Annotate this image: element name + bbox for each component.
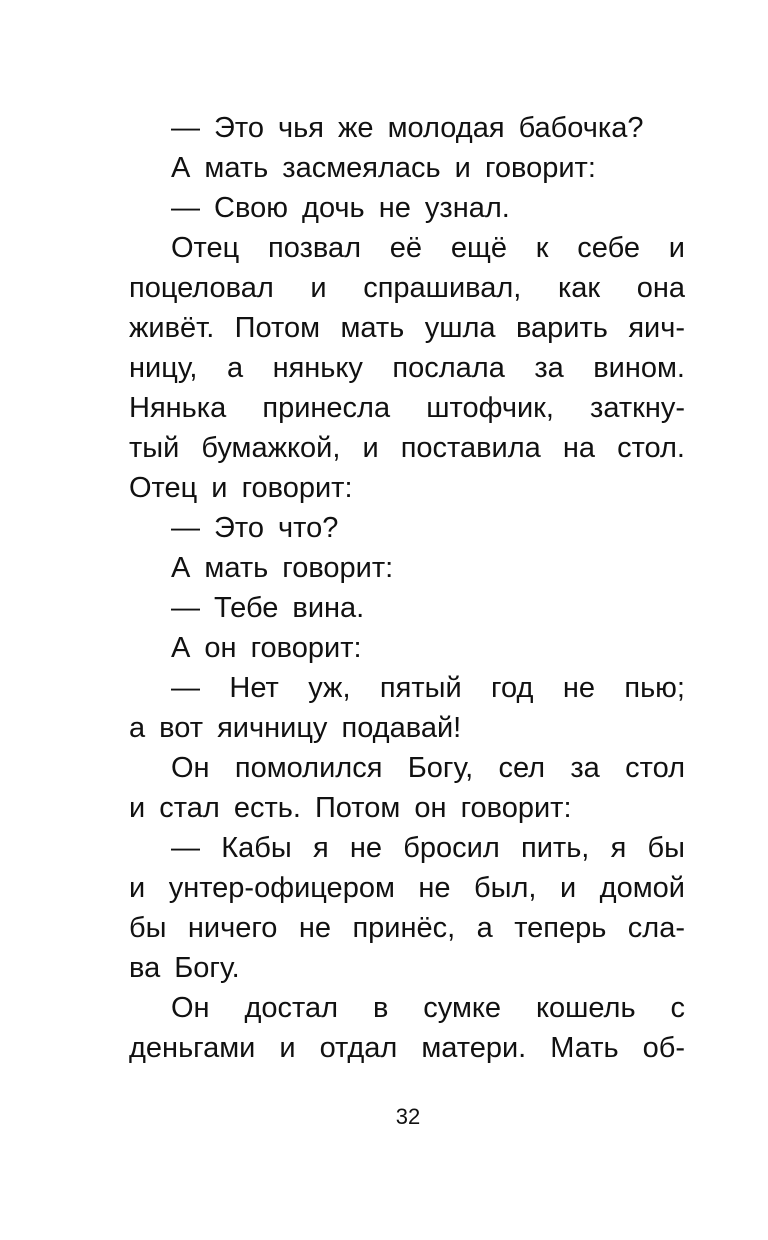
text-line: А он говорит: <box>171 632 362 664</box>
text-line: тый бумажкой, и поставила на стол. <box>129 432 685 464</box>
text-line: ва Богу. <box>129 952 240 984</box>
page-number: 32 <box>395 1104 421 1129</box>
text-line: а вот яичницу подавай! <box>129 712 462 744</box>
text-line: и унтер-офицером не был, и домой <box>129 872 685 904</box>
text-line: Отец и говорит: <box>129 472 353 504</box>
text-line: — Тебе вина. <box>171 592 365 624</box>
text-line: А мать говорит: <box>171 552 394 584</box>
text-line: — Это что? <box>171 512 339 544</box>
text-line: Он помолился Богу, сел за стол <box>171 752 685 784</box>
text-line: и стал есть. Потом он говорит: <box>129 792 572 824</box>
text-line: ницу, а няньку послала за вином. <box>129 352 685 384</box>
text-line: — Кабы я не бросил пить, я бы <box>171 832 685 864</box>
text-line: живёт. Потом мать ушла варить яич- <box>129 312 685 344</box>
text-line: поцеловал и спрашивал, как она <box>129 272 685 304</box>
text-line: А мать засмеялась и говорит: <box>171 152 596 184</box>
text-line: бы ничего не принёс, а теперь сла- <box>129 912 685 944</box>
text-line: — Нет уж, пятый год не пью; <box>171 672 685 704</box>
text-line: Он достал в сумке кошель с <box>171 992 685 1024</box>
text-line: — Свою дочь не узнал. <box>171 192 510 224</box>
text-line: Нянька принесла штофчик, заткну- <box>129 392 685 424</box>
text-line: Отец позвал её ещё к себе и <box>171 232 685 264</box>
text-line: деньгами и отдал матери. Мать об- <box>129 1032 685 1064</box>
text-line: — Это чья же молодая бабочка? <box>171 112 644 144</box>
body-text <box>129 108 685 1068</box>
